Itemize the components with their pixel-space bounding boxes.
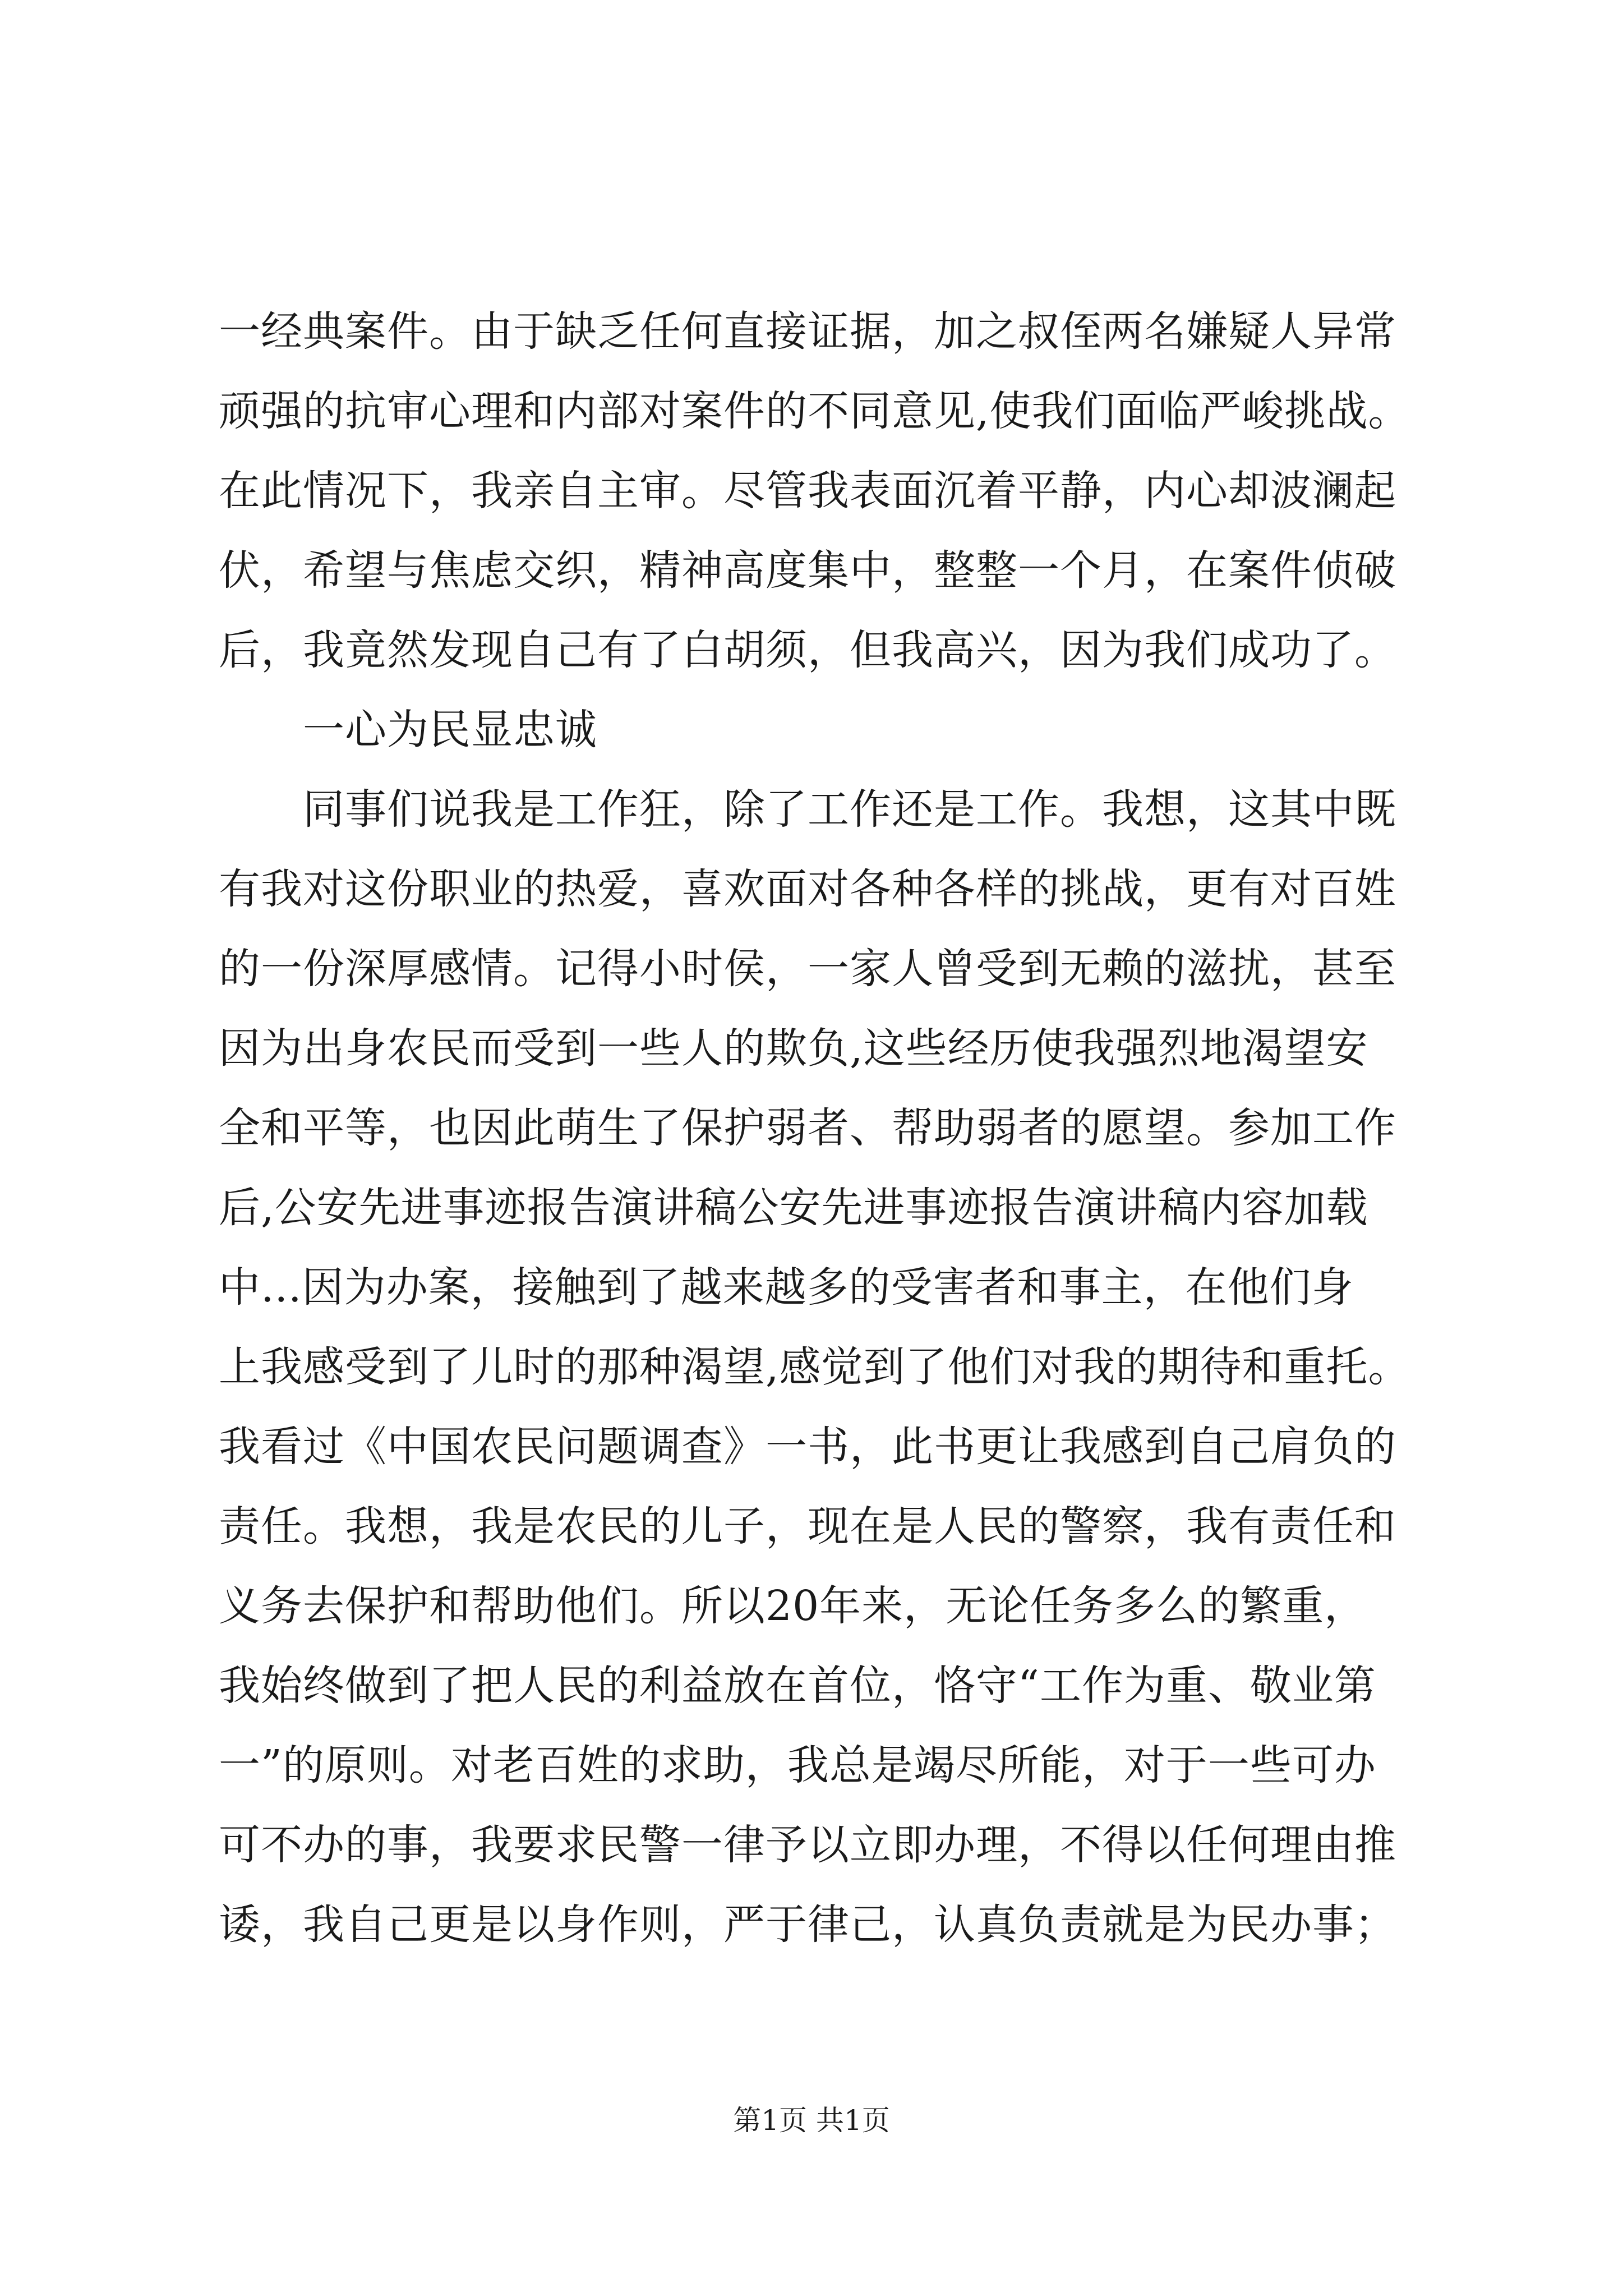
text-line: 中...因为办案，接触到了越来越多的受害者和事主，在他们身 xyxy=(219,1263,1354,1312)
text-line: 我看过《中国农民问题调查》一书，此书更让我感到自己肩负的 xyxy=(219,1423,1396,1471)
text-line: 一经典案件。由于缺乏任何直接证据，加之叔侄两名嫌疑人异常 xyxy=(219,307,1396,356)
text-line: 可不办的事，我要求民警一律予以立即办理，不得以任何理由推 xyxy=(219,1821,1396,1869)
section-heading: 一心为民显忠诚 xyxy=(303,706,597,754)
text-line: 顽强的抗审心理和内部对案件的不同意见,使我们面临严峻挑战。 xyxy=(219,387,1410,435)
body-text xyxy=(219,292,1441,1964)
text-line: 义务去保护和帮助他们。所以20年来，无论任务多么的繁重， xyxy=(219,1582,1367,1630)
text-line: 伏，希望与焦虑交织，精神高度集中，整整一个月，在案件侦破 xyxy=(219,546,1396,595)
text-line: 有我对这份职业的热爱，喜欢面对各种各样的挑战，更有对百姓 xyxy=(219,865,1396,913)
text-line: 诿，我自己更是以身作则，严于律己，认真负责就是为民办事； xyxy=(219,1901,1396,1949)
text-line: 因为出身农民而受到一些人的欺负,这些经历使我强烈地渴望安 xyxy=(219,1024,1368,1073)
text-line: 一”的原则。对老百姓的求助，我总是竭尽所能，对于一些可办 xyxy=(219,1741,1376,1789)
text-line: 在此情况下，我亲自主审。尽管我表面沉着平静，内心却波澜起 xyxy=(219,467,1396,515)
text-line: 上我感受到了儿时的那种渴望,感觉到了他们对我的期待和重托。 xyxy=(219,1343,1410,1391)
text-line: 同事们说我是工作狂，除了工作还是工作。我想，这其中既 xyxy=(303,785,1396,834)
text-line: 我始终做到了把人民的利益放在首位，恪守“工作为重、敬业第 xyxy=(219,1662,1376,1710)
text-line: 责任。我想，我是农民的儿子，现在是人民的警察，我有责任和 xyxy=(219,1502,1396,1550)
page-number-footer: 第1页 共1页 xyxy=(733,2104,890,2137)
text-line: 后,公安先进事迹报告演讲稿公安先进事迹报告演讲稿内容加载 xyxy=(219,1184,1368,1232)
text-line: 的一份深厚感情。记得小时侯，一家人曾受到无赖的滋扰，甚至 xyxy=(219,945,1396,993)
text-line: 后，我竟然发现自己有了白胡须，但我高兴，因为我们成功了。 xyxy=(219,626,1396,674)
text-line: 全和平等，也因此萌生了保护弱者、帮助弱者的愿望。参加工作 xyxy=(219,1104,1396,1152)
